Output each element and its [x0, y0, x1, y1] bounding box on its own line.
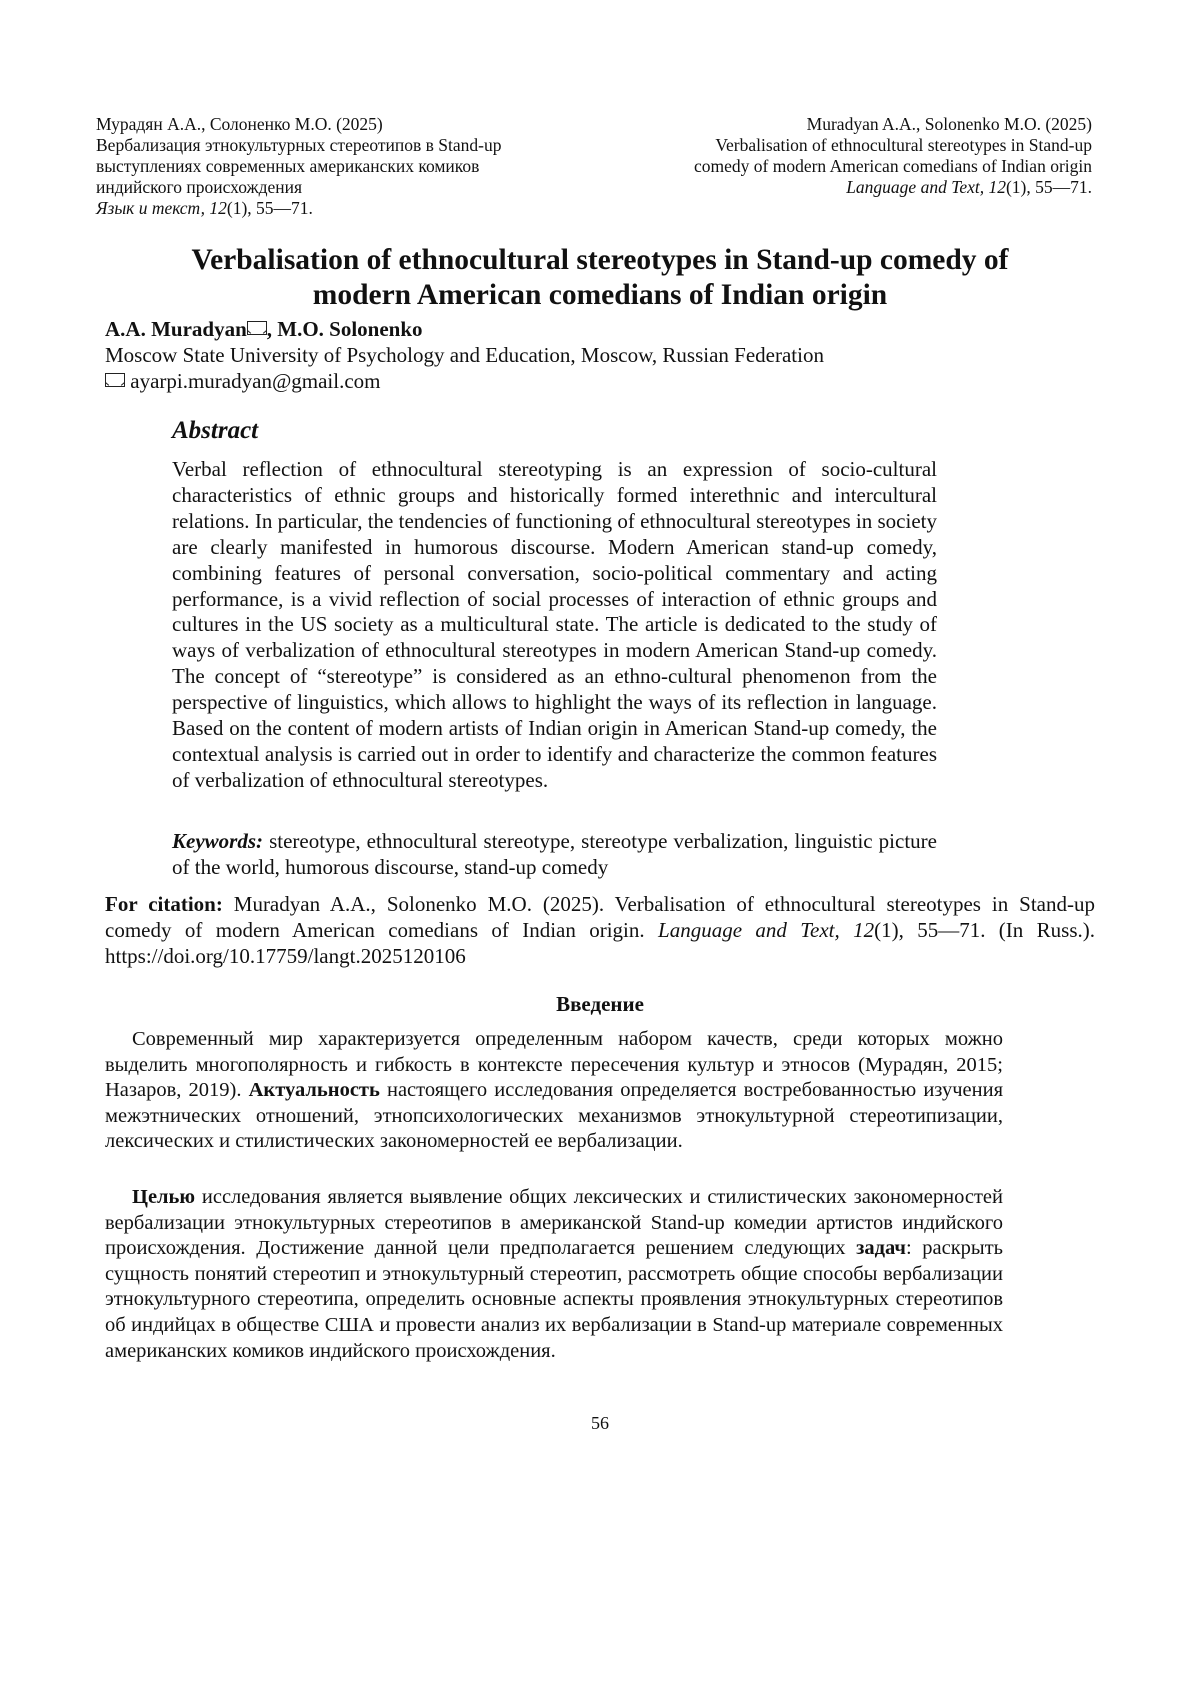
- abstract-heading: Abstract: [172, 417, 258, 445]
- header-citation: Muradyan A.A., Solonenko M.O. (2025): [612, 114, 1092, 135]
- article-title: Verbalisation of ethnocultural stereotypes in Stand-up comedy of modern American comedians of Indian origin: [100, 243, 1100, 313]
- envelope-icon: [247, 321, 267, 335]
- abstract-text: Verbal reflection of ethnocultural stereotyping is an expression of socio-cultural characteristics of ethnic groups and historically formed interethnic and intercultural relations. In particular, the tendencies of functioning of ethnocultural stereotypes in society are clearly manifested in humorous discourse. Modern American stand-up comedy, combining features of personal conversation, socio-political commentary and acting performance, is a vivid reflection of social processes of interaction of ethnic groups and cultures in the US society as a multicultural state. The article is dedicated to the study of ways of verbalization of ethnocultural stereotypes in modern American Stand-up comedy. The concept of “stereotype” is considered as an ethno-cultural phenomenon from the perspective of linguistics, which allows to highlight the ways of its reflection in language. Based on the content of modern artists of Indian origin in American Stand-up comedy, the contextual analysis is carried out in order to identify and characterize the common features of verbalization of ethnocultural stereotypes.: [172, 457, 937, 794]
- header-title: выступлениях современных американских комиков: [96, 156, 576, 177]
- doi-link[interactable]: (1), 55—71. (In Russ.). https://doi.org/10.17759/langt.2025120106: [105, 918, 1095, 968]
- header-journal: Language and Text, 12(1), 55—71.: [612, 177, 1092, 198]
- header-title: Verbalisation of ethnocultural stereotypes in Stand-up: [612, 135, 1092, 156]
- citation: For citation: Muradyan A.A., Solonenko M.O. (2025). Verbalisation of ethnocultural stereotypes in Stand-up comedy of modern American comedians of Indian origin. Language and Text, 12(1), 55—71. (In Russ.). https://doi.org/10.17759/langt.2025120106: [105, 891, 1095, 969]
- header-title: comedy of modern American comedians of Indian origin: [612, 156, 1092, 177]
- affiliation: Moscow State University of Psychology and Education, Moscow, Russian Federation: [105, 342, 1095, 368]
- contact-email: [105, 368, 1095, 394]
- envelope-icon: [105, 373, 125, 387]
- paragraph: Целью исследования является выявление общих лексических и стилистических закономерностей вербализации этнокультурных стереотипов в американской Stand-up комедии артистов индийского происхождения. Достижение данной цели предполагается решением следующих задач: раскрыть сущность понятий стереотип и этнокультурный стереотип, рассмотреть общие способы вербализации этнокультурного стереотипа, определить основные аспекты проявления этнокультурных стереотипов об индийцах в обществе США и провести анализ их вербализации в Stand-up материале современных американских комиков индийского происхождения.: [105, 1185, 1003, 1364]
- authors: A.A. Muradyan , M.O. Solonenko: [105, 316, 1095, 342]
- keywords: Keywords: stereotype, ethnocultural stereotype, stereotype verbalization, linguistic picture of the world, humorous discourse, stand-up comedy: [172, 829, 937, 881]
- email-link[interactable]: ayarpi.muradyan@gmail.com: [130, 369, 380, 393]
- header-right: [612, 114, 1092, 198]
- document-page: [0, 0, 1200, 1697]
- header-title: Вербализация этнокультурных стереотипов в Stand-up: [96, 135, 576, 156]
- header-journal: Язык и текст, 12(1), 55—71.: [96, 198, 576, 219]
- paragraph: Современный мир характеризуется определенным набором качеств, среди которых можно выделить многополярность и гибкость в контексте пересечения культур и этносов (Мурадян, 2015; Назаров, 2019). Актуальность настоящего исследования определяется востребованностью изучения межэтнических отношений, этнопсихологических механизмов этнокультурной стереотипизации, лексических и стилистических закономерностей ее вербализации.: [105, 1027, 1003, 1155]
- page-number: 56: [0, 1413, 1200, 1434]
- header-citation: Мурадян А.А., Солоненко М.О. (2025): [96, 114, 576, 135]
- section-heading: Введение: [0, 992, 1200, 1017]
- header-title: индийского происхождения: [96, 177, 576, 198]
- header-left: [96, 114, 576, 219]
